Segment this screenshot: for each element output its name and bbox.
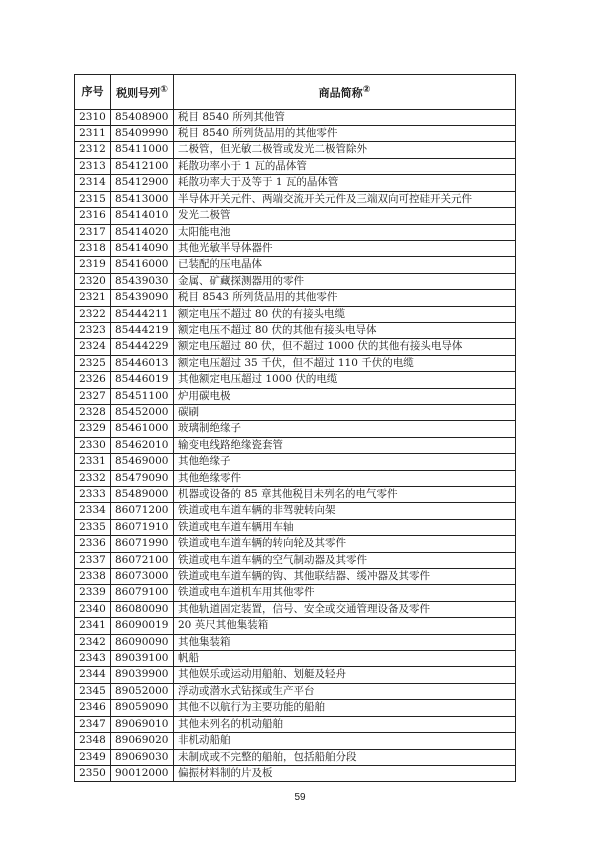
serial-number-cell: 2342 bbox=[75, 634, 111, 650]
tariff-code-cell: 85452000 bbox=[111, 404, 174, 420]
footnote-mark: ① bbox=[160, 84, 168, 95]
serial-number-cell: 2324 bbox=[75, 339, 111, 355]
tariff-code-cell: 85461000 bbox=[111, 421, 174, 437]
tariff-code-cell: 86090090 bbox=[111, 634, 174, 650]
product-name-cell: 耗散功率小于 1 瓦的晶体管 bbox=[174, 158, 516, 174]
table-row bbox=[75, 437, 516, 453]
serial-number-cell: 2341 bbox=[75, 618, 111, 634]
product-name-cell: 其他娱乐或运动用船舶、划艇及轻舟 bbox=[174, 667, 516, 683]
serial-number-cell: 2337 bbox=[75, 552, 111, 568]
table-row bbox=[75, 601, 516, 617]
product-name-cell: 铁道或电车道机车用其他零件 bbox=[174, 585, 516, 601]
product-name-cell: 税目 8540 所列其他管 bbox=[174, 109, 516, 125]
table-row bbox=[75, 158, 516, 174]
tariff-code-cell: 85439090 bbox=[111, 290, 174, 306]
product-name-cell: 铁道或电车道车辆的空气制动器及其零件 bbox=[174, 552, 516, 568]
serial-number-cell: 2316 bbox=[75, 208, 111, 224]
product-name-cell: 税目 8543 所列货品用的其他零件 bbox=[174, 290, 516, 306]
tariff-code-cell: 85489000 bbox=[111, 487, 174, 503]
table-row bbox=[75, 683, 516, 699]
serial-number-cell: 2339 bbox=[75, 585, 111, 601]
serial-number-cell: 2332 bbox=[75, 470, 111, 486]
product-name-cell: 输变电线路绝缘瓷套管 bbox=[174, 437, 516, 453]
product-name-cell: 炉用碳电极 bbox=[174, 388, 516, 404]
tariff-code-cell: 89039100 bbox=[111, 651, 174, 667]
product-name-cell: 其他集装箱 bbox=[174, 634, 516, 650]
serial-number-cell: 2312 bbox=[75, 142, 111, 158]
product-name-cell: 非机动船舶 bbox=[174, 733, 516, 749]
product-name-cell: 额定电压超过 35 千伏，但不超过 110 千伏的电缆 bbox=[174, 355, 516, 371]
serial-number-cell: 2346 bbox=[75, 700, 111, 716]
product-name-cell: 税目 8540 所列货品用的其他零件 bbox=[174, 126, 516, 142]
table-row bbox=[75, 487, 516, 503]
serial-number-cell: 2321 bbox=[75, 290, 111, 306]
product-name-cell: 其他轨道固定装置，信号、安全或交通管理设备及零件 bbox=[174, 601, 516, 617]
serial-number-cell: 2344 bbox=[75, 667, 111, 683]
footnote-mark: ② bbox=[362, 84, 371, 95]
serial-number-cell: 2319 bbox=[75, 257, 111, 273]
serial-number-cell: 2311 bbox=[75, 126, 111, 142]
table-row bbox=[75, 519, 516, 535]
tariff-code-cell: 85469000 bbox=[111, 454, 174, 470]
serial-number-cell: 2336 bbox=[75, 536, 111, 552]
tariff-code-cell: 86071990 bbox=[111, 536, 174, 552]
tariff-code-cell: 85408900 bbox=[111, 109, 174, 125]
serial-number-cell: 2327 bbox=[75, 388, 111, 404]
product-name-cell: 帆船 bbox=[174, 651, 516, 667]
product-name-cell: 发光二极管 bbox=[174, 208, 516, 224]
table-row bbox=[75, 339, 516, 355]
table-row bbox=[75, 372, 516, 388]
product-name-cell: 铁道或电车道车辆的转向轮及其零件 bbox=[174, 536, 516, 552]
serial-number-cell: 2343 bbox=[75, 651, 111, 667]
serial-number-cell: 2326 bbox=[75, 372, 111, 388]
serial-number-cell: 2322 bbox=[75, 306, 111, 322]
serial-number-cell: 2350 bbox=[75, 765, 111, 781]
tariff-code-cell: 85446013 bbox=[111, 355, 174, 371]
product-name-cell: 额定电压不超过 80 伏的有接头电缆 bbox=[174, 306, 516, 322]
table-row bbox=[75, 765, 516, 781]
table-row bbox=[75, 306, 516, 322]
tariff-code-cell: 85414090 bbox=[111, 240, 174, 256]
product-name-cell: 半导体开关元件、两端交流开关元件及三端双向可控硅开关元件 bbox=[174, 191, 516, 207]
product-name-cell: 其他不以航行为主要功能的船舶 bbox=[174, 700, 516, 716]
table-row bbox=[75, 290, 516, 306]
tariff-code-cell: 86079100 bbox=[111, 585, 174, 601]
tariff-code-cell: 89069020 bbox=[111, 733, 174, 749]
tariff-code-cell: 89069030 bbox=[111, 749, 174, 765]
serial-number-cell: 2330 bbox=[75, 437, 111, 453]
product-name-cell: 浮动或潜水式钻探或生产平台 bbox=[174, 683, 516, 699]
product-name-cell: 其他未列名的机动船舶 bbox=[174, 716, 516, 732]
table-row bbox=[75, 454, 516, 470]
product-name-cell: 未制成或不完整的船舶，包括船舶分段 bbox=[174, 749, 516, 765]
tariff-table bbox=[74, 74, 516, 782]
table-row bbox=[75, 355, 516, 371]
tariff-code-cell: 90012000 bbox=[111, 765, 174, 781]
serial-number-cell: 2331 bbox=[75, 454, 111, 470]
table-row bbox=[75, 552, 516, 568]
serial-number-cell: 2338 bbox=[75, 569, 111, 585]
serial-number-cell: 2340 bbox=[75, 601, 111, 617]
serial-number-cell: 2323 bbox=[75, 322, 111, 338]
tariff-code-cell: 85446019 bbox=[111, 372, 174, 388]
tariff-code-cell: 85462010 bbox=[111, 437, 174, 453]
table-row bbox=[75, 569, 516, 585]
header-serial-number: 序号 bbox=[75, 75, 111, 110]
product-name-cell: 金属、矿藏探测器用的零件 bbox=[174, 273, 516, 289]
tariff-code-cell: 86071200 bbox=[111, 503, 174, 519]
tariff-code-cell: 86080090 bbox=[111, 601, 174, 617]
table-row bbox=[75, 273, 516, 289]
serial-number-cell: 2334 bbox=[75, 503, 111, 519]
table-header-row bbox=[75, 75, 516, 110]
table-row bbox=[75, 536, 516, 552]
product-name-cell: 其他光敏半导体器件 bbox=[174, 240, 516, 256]
header-product-name: 商品简称② bbox=[174, 75, 516, 110]
product-name-cell: 玻璃制绝缘子 bbox=[174, 421, 516, 437]
table-body bbox=[75, 109, 516, 782]
serial-number-cell: 2347 bbox=[75, 716, 111, 732]
tariff-code-cell: 85444229 bbox=[111, 339, 174, 355]
table-row bbox=[75, 503, 516, 519]
product-name-cell: 已装配的压电晶体 bbox=[174, 257, 516, 273]
tariff-code-cell: 85439030 bbox=[111, 273, 174, 289]
tariff-code-cell: 86072100 bbox=[111, 552, 174, 568]
tariff-code-cell: 89039900 bbox=[111, 667, 174, 683]
table-row bbox=[75, 651, 516, 667]
table-row bbox=[75, 700, 516, 716]
table-row bbox=[75, 404, 516, 420]
product-name-cell: 铁道或电车道车辆的钩、其他联结器、缓冲器及其零件 bbox=[174, 569, 516, 585]
tariff-code-cell: 85451100 bbox=[111, 388, 174, 404]
product-name-cell: 碳刷 bbox=[174, 404, 516, 420]
tariff-code-cell: 85414020 bbox=[111, 224, 174, 240]
table-row bbox=[75, 109, 516, 125]
serial-number-cell: 2320 bbox=[75, 273, 111, 289]
tariff-code-cell: 85411000 bbox=[111, 142, 174, 158]
table-row bbox=[75, 126, 516, 142]
table-row bbox=[75, 191, 516, 207]
table-row bbox=[75, 667, 516, 683]
serial-number-cell: 2335 bbox=[75, 519, 111, 535]
serial-number-cell: 2325 bbox=[75, 355, 111, 371]
table-row bbox=[75, 733, 516, 749]
tariff-code-cell: 86090019 bbox=[111, 618, 174, 634]
page-number: 59 bbox=[294, 792, 306, 803]
serial-number-cell: 2315 bbox=[75, 191, 111, 207]
serial-number-cell: 2313 bbox=[75, 158, 111, 174]
product-name-cell: 二极管，但光敏二极管或发光二极管除外 bbox=[174, 142, 516, 158]
table-row bbox=[75, 618, 516, 634]
serial-number-cell: 2317 bbox=[75, 224, 111, 240]
table-row bbox=[75, 716, 516, 732]
tariff-code-cell: 85444211 bbox=[111, 306, 174, 322]
product-name-cell: 铁道或电车道车辆用车轴 bbox=[174, 519, 516, 535]
serial-number-cell: 2329 bbox=[75, 421, 111, 437]
tariff-code-cell: 85416000 bbox=[111, 257, 174, 273]
tariff-code-cell: 85444219 bbox=[111, 322, 174, 338]
serial-number-cell: 2318 bbox=[75, 240, 111, 256]
table-row bbox=[75, 208, 516, 224]
product-name-cell: 铁道或电车道车辆的非驾驶转向架 bbox=[174, 503, 516, 519]
table-row bbox=[75, 322, 516, 338]
table-row bbox=[75, 749, 516, 765]
tariff-code-cell: 86071910 bbox=[111, 519, 174, 535]
table-row bbox=[75, 421, 516, 437]
product-name-cell: 20 英尺其他集装箱 bbox=[174, 618, 516, 634]
tariff-code-cell: 85412100 bbox=[111, 158, 174, 174]
table-row bbox=[75, 634, 516, 650]
tariff-code-cell: 89069010 bbox=[111, 716, 174, 732]
tariff-code-cell: 89059090 bbox=[111, 700, 174, 716]
table-row bbox=[75, 470, 516, 486]
serial-number-cell: 2348 bbox=[75, 733, 111, 749]
product-name-cell: 机器或设备的 85 章其他税目未列名的电气零件 bbox=[174, 487, 516, 503]
tariff-code-cell: 85412900 bbox=[111, 175, 174, 191]
header-tariff-code: 税则号列① bbox=[111, 75, 174, 110]
table-row bbox=[75, 175, 516, 191]
tariff-code-cell: 85413000 bbox=[111, 191, 174, 207]
product-name-cell: 偏振材料制的片及板 bbox=[174, 765, 516, 781]
product-name-cell: 其他额定电压超过 1000 伏的电缆 bbox=[174, 372, 516, 388]
serial-number-cell: 2328 bbox=[75, 404, 111, 420]
serial-number-cell: 2349 bbox=[75, 749, 111, 765]
table-row bbox=[75, 585, 516, 601]
product-name-cell: 额定电压不超过 80 伏的其他有接头电导体 bbox=[174, 322, 516, 338]
serial-number-cell: 2314 bbox=[75, 175, 111, 191]
product-name-cell: 太阳能电池 bbox=[174, 224, 516, 240]
table-row bbox=[75, 142, 516, 158]
table-row bbox=[75, 240, 516, 256]
serial-number-cell: 2333 bbox=[75, 487, 111, 503]
serial-number-cell: 2310 bbox=[75, 109, 111, 125]
tariff-code-cell: 85409990 bbox=[111, 126, 174, 142]
product-name-cell: 其他绝缘子 bbox=[174, 454, 516, 470]
product-name-cell: 耗散功率大于及等于 1 瓦的晶体管 bbox=[174, 175, 516, 191]
tariff-code-cell: 86073000 bbox=[111, 569, 174, 585]
tariff-code-cell: 85479090 bbox=[111, 470, 174, 486]
table-row bbox=[75, 224, 516, 240]
table-row bbox=[75, 388, 516, 404]
tariff-code-cell: 85414010 bbox=[111, 208, 174, 224]
product-name-cell: 额定电压超过 80 伏，但不超过 1000 伏的其他有接头电导体 bbox=[174, 339, 516, 355]
product-name-cell: 其他绝缘零件 bbox=[174, 470, 516, 486]
serial-number-cell: 2345 bbox=[75, 683, 111, 699]
tariff-code-cell: 89052000 bbox=[111, 683, 174, 699]
table-row bbox=[75, 257, 516, 273]
